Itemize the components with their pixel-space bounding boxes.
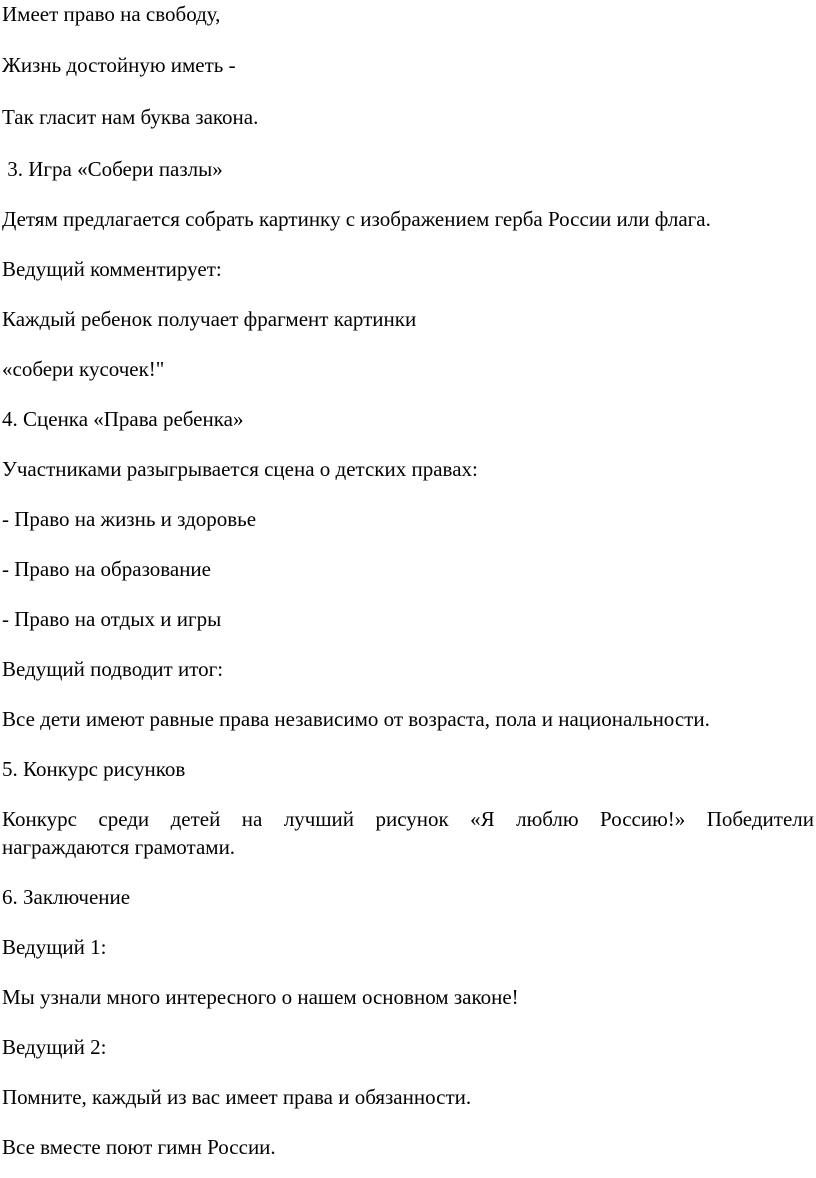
poem-line-1: Имеет право на свободу,	[2, 2, 221, 26]
speaker-label: Ведущий 1:	[2, 935, 107, 959]
list-item: - Право на образование	[2, 557, 211, 581]
paragraph-line: Каждый ребенок получает фрагмент картинки	[2, 307, 417, 331]
speaker-label: Ведущий комментирует:	[2, 257, 222, 281]
paragraph-line-justified: Конкурс среди детей на лучший рисунок «Я люблю Россию!» Победители	[2, 807, 814, 831]
paragraph-line: Все вместе поют гимн России.	[2, 1135, 276, 1159]
paragraph-line: Участниками разыгрывается сцена о детских правах:	[2, 457, 478, 481]
section-heading-3: 3. Игра «Собери пазлы»	[2, 157, 223, 181]
poem-line-3: Так гласит нам буква закона.	[2, 105, 259, 129]
paragraph-line: награждаются грамотами.	[2, 835, 236, 859]
speaker-label: Ведущий подводит итог:	[2, 657, 224, 681]
paragraph-line: Детям предлагается собрать картинку с изображением герба России или флага.	[2, 207, 711, 231]
section-heading-5: 5. Конкурс рисунков	[2, 757, 186, 781]
list-item: - Право на отдых и игры	[2, 607, 222, 631]
paragraph-line: Все дети имеют равные права независимо от возраста, пола и национальности.	[2, 707, 710, 731]
paragraph-line: «собери кусочек!"	[2, 357, 165, 381]
section-heading-4: 4. Сценка «Права ребенка»	[2, 407, 244, 431]
poem-line-2: Жизнь достойную иметь -	[2, 53, 236, 77]
paragraph-line: Помните, каждый из вас имеет права и обязанности.	[2, 1085, 472, 1109]
section-heading-6: 6. Заключение	[2, 885, 131, 909]
paragraph-line: Мы узнали много интересного о нашем основном законе!	[2, 985, 519, 1009]
list-item: - Право на жизнь и здоровье	[2, 507, 257, 531]
speaker-label: Ведущий 2:	[2, 1035, 107, 1059]
